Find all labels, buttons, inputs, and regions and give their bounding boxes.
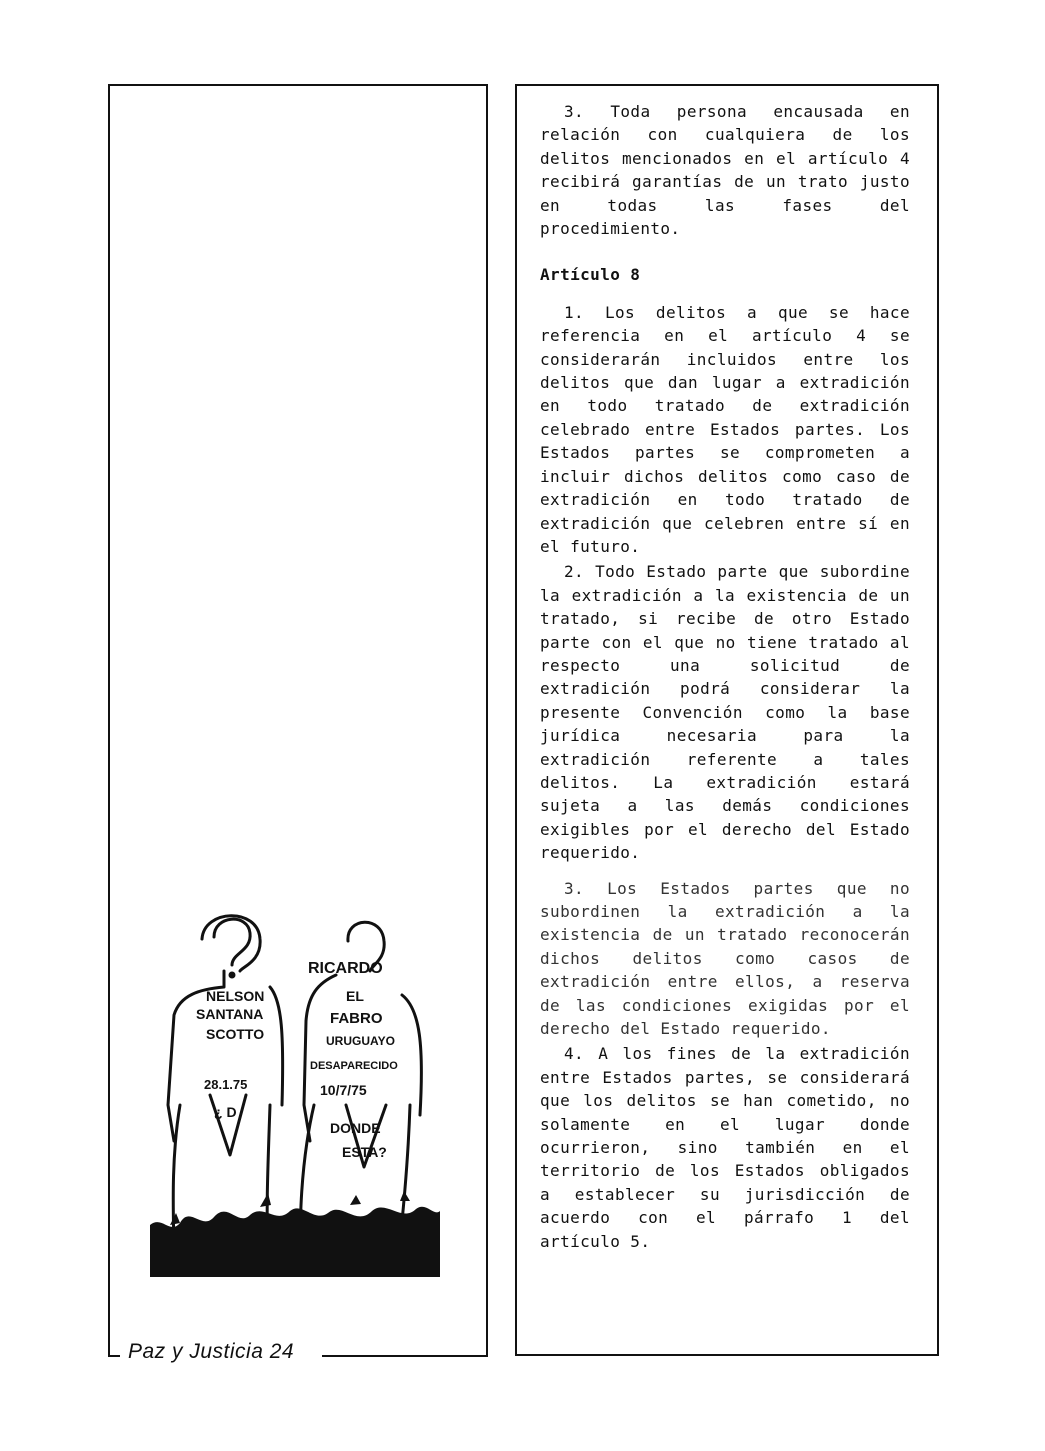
paragraph-8-2: 2. Todo Estado parte que subordine la extradición a la existencia de un tratado, si recibe de otro Estado parte con el que no tiene tratado al respecto una solicitud de extradición podrá considerar la presente Convención como la base jurídica necesaria para la extradición referente a tales delitos. La extradición estará sujeta a las demás condiciones exigibles por el derecho del Estado requerido. bbox=[540, 562, 910, 863]
graffiti-text-right: ESTA? bbox=[342, 1144, 387, 1160]
graffiti-text-left: 28.1.75 bbox=[204, 1077, 248, 1092]
graffiti-text-left: SCOTTO bbox=[206, 1026, 265, 1042]
paragraph-8-4: 4. A los fines de la extradición entre Estados partes, se considerará que los delitos se han cometido, no solamente en el lugar donde ocurrieron, sino también en el territorio de los Estados obligados a establecer su jurisdicción de acuerdo con el párrafo 1 del artículo 5. bbox=[540, 1044, 910, 1251]
graffiti-text-right: URUGUAYO bbox=[326, 1034, 395, 1048]
ground-texture bbox=[150, 1207, 440, 1277]
graffiti-text-right: DONDE bbox=[330, 1120, 381, 1136]
graffiti-text-right: DESAPARECIDO bbox=[310, 1060, 398, 1072]
paragraph-3: 3. Toda persona encausada en relación con cualquiera de los delitos mencionados en el artículo 4 recibirá garantías de un trato justo en todas las fases del procedimiento. bbox=[540, 102, 910, 239]
paragraph-8-1: 1. Los delitos a que se hace referencia en el artículo 4 se considerarán incluidos entre los delitos que dan lugar a extradición en todo tratado de extradición celebrado entre Estados partes. Los Estados partes se comprometen a incluir dichos delitos como caso de extradición en todo tratado de extradición que celebren entre sí en el futuro. bbox=[540, 302, 910, 556]
graffiti-text-right: FABRO bbox=[330, 1010, 383, 1027]
graffiti-text-right: EL bbox=[346, 988, 364, 1004]
article-text-column bbox=[540, 100, 910, 1253]
question-mark-head bbox=[214, 919, 250, 965]
footer-rule bbox=[108, 1355, 120, 1357]
graffiti-text-right: RICARDO bbox=[308, 960, 383, 977]
footer-publication-label: Paz y Justicia 24 bbox=[124, 1340, 298, 1370]
graffiti-silhouettes-illustration bbox=[150, 905, 440, 1277]
graffiti-text-left: SANTANA bbox=[196, 1006, 264, 1022]
graffiti-text-left: NELSON bbox=[206, 988, 265, 1004]
paragraph-8-3: 3. Los Estados partes que no subordinen la extradición a la existencia de un tratado reconocerán dichos delitos como casos de extradición entre ellos, a reserva de las condiciones exigidas por el derecho del Estado requerido. bbox=[540, 878, 910, 1039]
footer-rule bbox=[322, 1355, 488, 1357]
graffiti-text-left: ¿ D bbox=[214, 1104, 237, 1120]
graffiti-text-right: 10/7/75 bbox=[320, 1082, 367, 1098]
article-heading: Artículo 8 bbox=[540, 265, 641, 285]
